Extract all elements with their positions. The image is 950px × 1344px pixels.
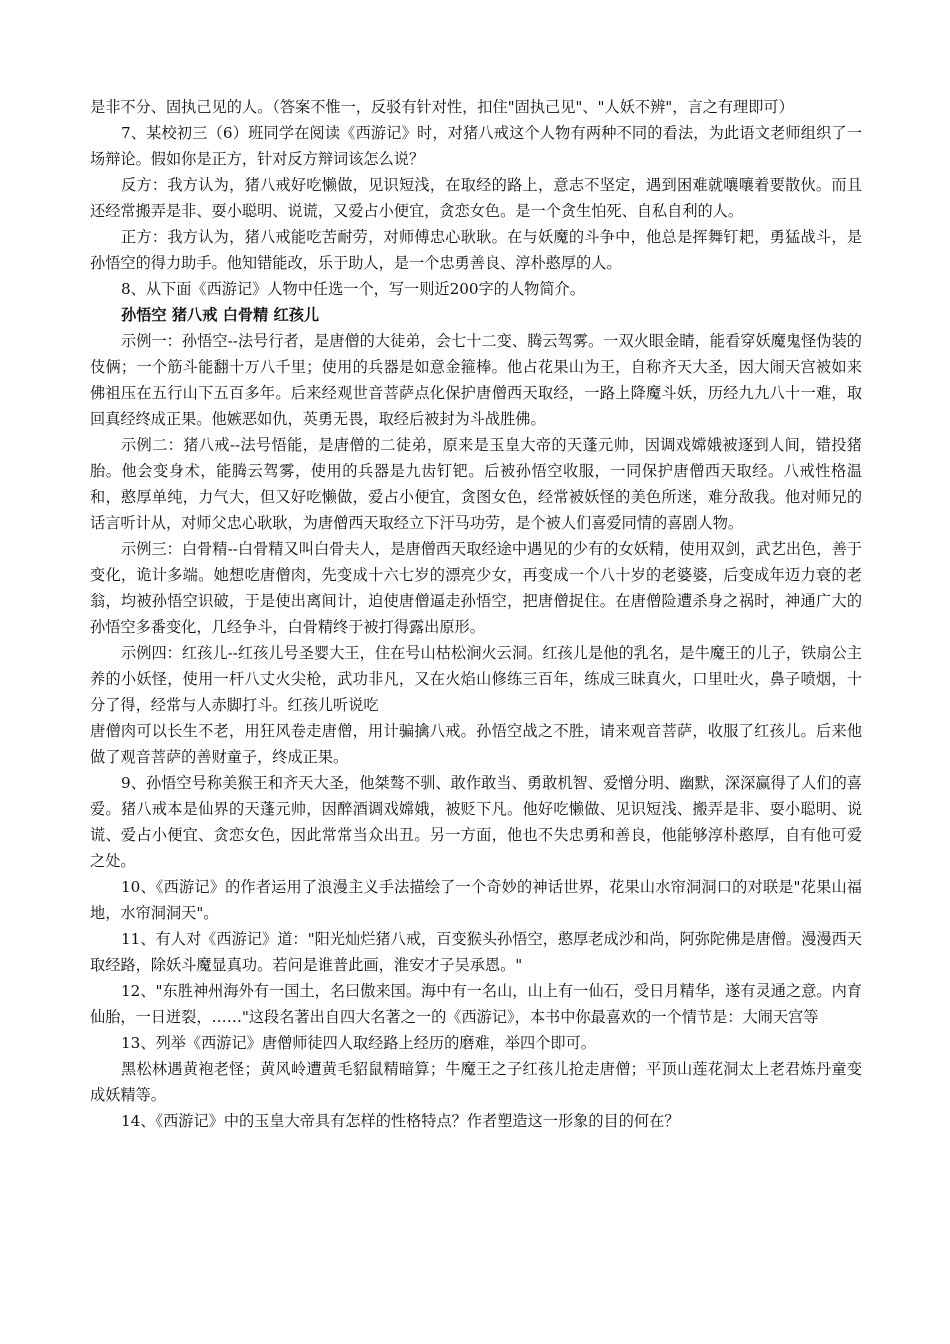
- question-8: 8、从下面《西游记》人物中任选一个，写一则近200字的人物简介。: [121, 280, 585, 298]
- document-page: [90, 94, 862, 1134]
- example-2-zhu-bajie: 示例二：猪八戒--法号悟能，是唐僧的二徒弟，原来是玉皇大帝的天蓬元帅，因调戏嫦娥被逐到人间，错投猪胎。他会变身术，能腾云驾雾，使用的兵器是九齿钉钯。后被孙悟空收服，一同保护唐僧西天取经。八戒性格温和，憨厚单纯，力气大，但又好吃懒做，爱占小便宜，贪图女色，经常被妖怪的美色所迷，难分敌我。他对师兄的话言听计从，对师父忠心耿耿，为唐僧西天取经立下汗马功劳，是个被人们喜爱同情的喜剧人物。: [90, 436, 862, 532]
- paragraph-answer-continuation: 是非不分、固执己见的人。（答案不惟一，反驳有针对性，扣住"固执己见"、"人妖不辨"，言之有理即可）: [90, 98, 794, 116]
- example-3-baigujing: 示例三：白骨精--白骨精又叫白骨夫人，是唐僧西天取经途中遇见的少有的女妖精，使用双剑，武艺出色，善于变化，诡计多端。她想吃唐僧肉，先变成十六七岁的漂亮少女，再变成一个八十岁的老婆婆，后变成年迈力衰的老翁，均被孙悟空识破，于是使出离间计，迫使唐僧逼走孙悟空，把唐僧捉住。在唐僧险遭杀身之祸时，神通广大的孙悟空多番变化，几经争斗，白骨精终于被打得露出原形。: [90, 540, 862, 636]
- question-14: 14、《西游记》中的玉皇大帝具有怎样的性格特点？作者塑造这一形象的目的何在？: [121, 1112, 680, 1130]
- example-4-continuation: 唐僧肉可以长生不老，用狂风卷走唐僧，用计骗擒八戒。孙悟空战之不胜，请来观音菩萨，收服了红孩儿。后来他做了观音菩萨的善财童子，终成正果。: [90, 722, 862, 766]
- question-10: 10、《西游记》的作者运用了浪漫主义手法描绘了一个奇妙的神话世界，花果山水帘洞洞口的对联是"花果山福地，水帘洞洞天"。: [90, 878, 862, 922]
- proponent-argument: 正方：我方认为，猪八戒能吃苦耐劳，对师傅忠心耿耿。在与妖魔的斗争中，他总是挥舞钉耙，勇猛战斗，是孙悟空的得力助手。他知错能改，乐于助人，是一个忠勇善良、淳朴憨厚的人。: [90, 228, 862, 272]
- question-13: 13、列举《西游记》唐僧师徒四人取经路上经历的磨难，举四个即可。: [121, 1034, 596, 1052]
- question-7: 7、某校初三（6）班同学在阅读《西游记》时，对猪八戒这个人物有两种不同的看法，为此语文老师组织了一场辩论。假如你是正方，针对反方辩词该怎么说？: [90, 124, 862, 168]
- answer-13: 黑松林遇黄袍老怪；黄风岭遭黄毛貂鼠精暗算；牛魔王之子红孩儿抢走唐僧；平顶山莲花洞太上老君炼丹童变成妖精等。: [90, 1060, 862, 1104]
- question-12: 12、"东胜神州海外有一国土，名曰傲来国。海中有一名山，山上有一仙石，受日月精华，遂有灵通之意。内育仙胎，一日迸裂，……"这段名著出自四大名著之一的《西游记》，本书中你最喜欢的一个情节是：大闹天宫等: [90, 982, 862, 1026]
- question-11: 11、有人对《西游记》道："阳光灿烂猪八戒，百变猴头孙悟空，憨厚老成沙和尚，阿弥陀佛是唐僧。漫漫西天取经路，除妖斗魔显真功。若问是谁普此画，淮安才子吴承恩。": [90, 930, 862, 974]
- example-4-honghaier: 示例四：红孩儿--红孩儿号圣婴大王，住在号山枯松涧火云洞。红孩儿是他的乳名，是牛魔王的儿子，铁扇公主养的小妖怪，使用一杆八丈火尖枪，武功非凡，又在火焰山修练三百年，练成三昧真火，口里吐火，鼻子喷烟，十分了得，经常与人赤脚打斗。红孩儿听说吃: [90, 644, 862, 714]
- opponent-argument: 反方：我方认为，猪八戒好吃懒做，见识短浅，在取经的路上，意志不坚定，遇到困难就嚷嚷着要散伙。而且还经常搬弄是非、耍小聪明、说谎，又爱占小便宜，贪恋女色。是一个贪生怕死、自私自利的人。: [90, 176, 862, 220]
- question-9: 9、孙悟空号称美猴王和齐天大圣，他桀骜不驯、敢作敢当、勇敢机智、爱憎分明、幽默，深深赢得了人们的喜爱。猪八戒本是仙界的天蓬元帅，因醉酒调戏嫦娥，被贬下凡。他好吃懒做、见识短浅、搬弄是非、耍小聪明、说谎、爱占小便宜、贪恋女色，因此常常当众出丑。另一方面，他也不失忠勇和善良，他能够淳朴憨厚，自有他可爱之处。: [90, 774, 862, 870]
- character-list: 孙悟空 猪八戒 白骨精 红孩儿: [121, 306, 320, 324]
- example-1-sun-wukong: 示例一：孙悟空--法号行者，是唐僧的大徒弟，会七十二变、腾云驾雾。一双火眼金睛，能看穿妖魔鬼怪伪装的伎俩；一个筋斗能翻十万八千里；使用的兵器是如意金箍棒。他占花果山为王，自称齐天大圣，因大闹天宫被如来佛祖压在五行山下五百多年。后来经观世音菩萨点化保护唐僧西天取经，一路上降魔斗妖，历经九九八十一难，取回真经终成正果。他嫉恶如仇，英勇无畏，取经后被封为斗战胜佛。: [90, 332, 862, 428]
